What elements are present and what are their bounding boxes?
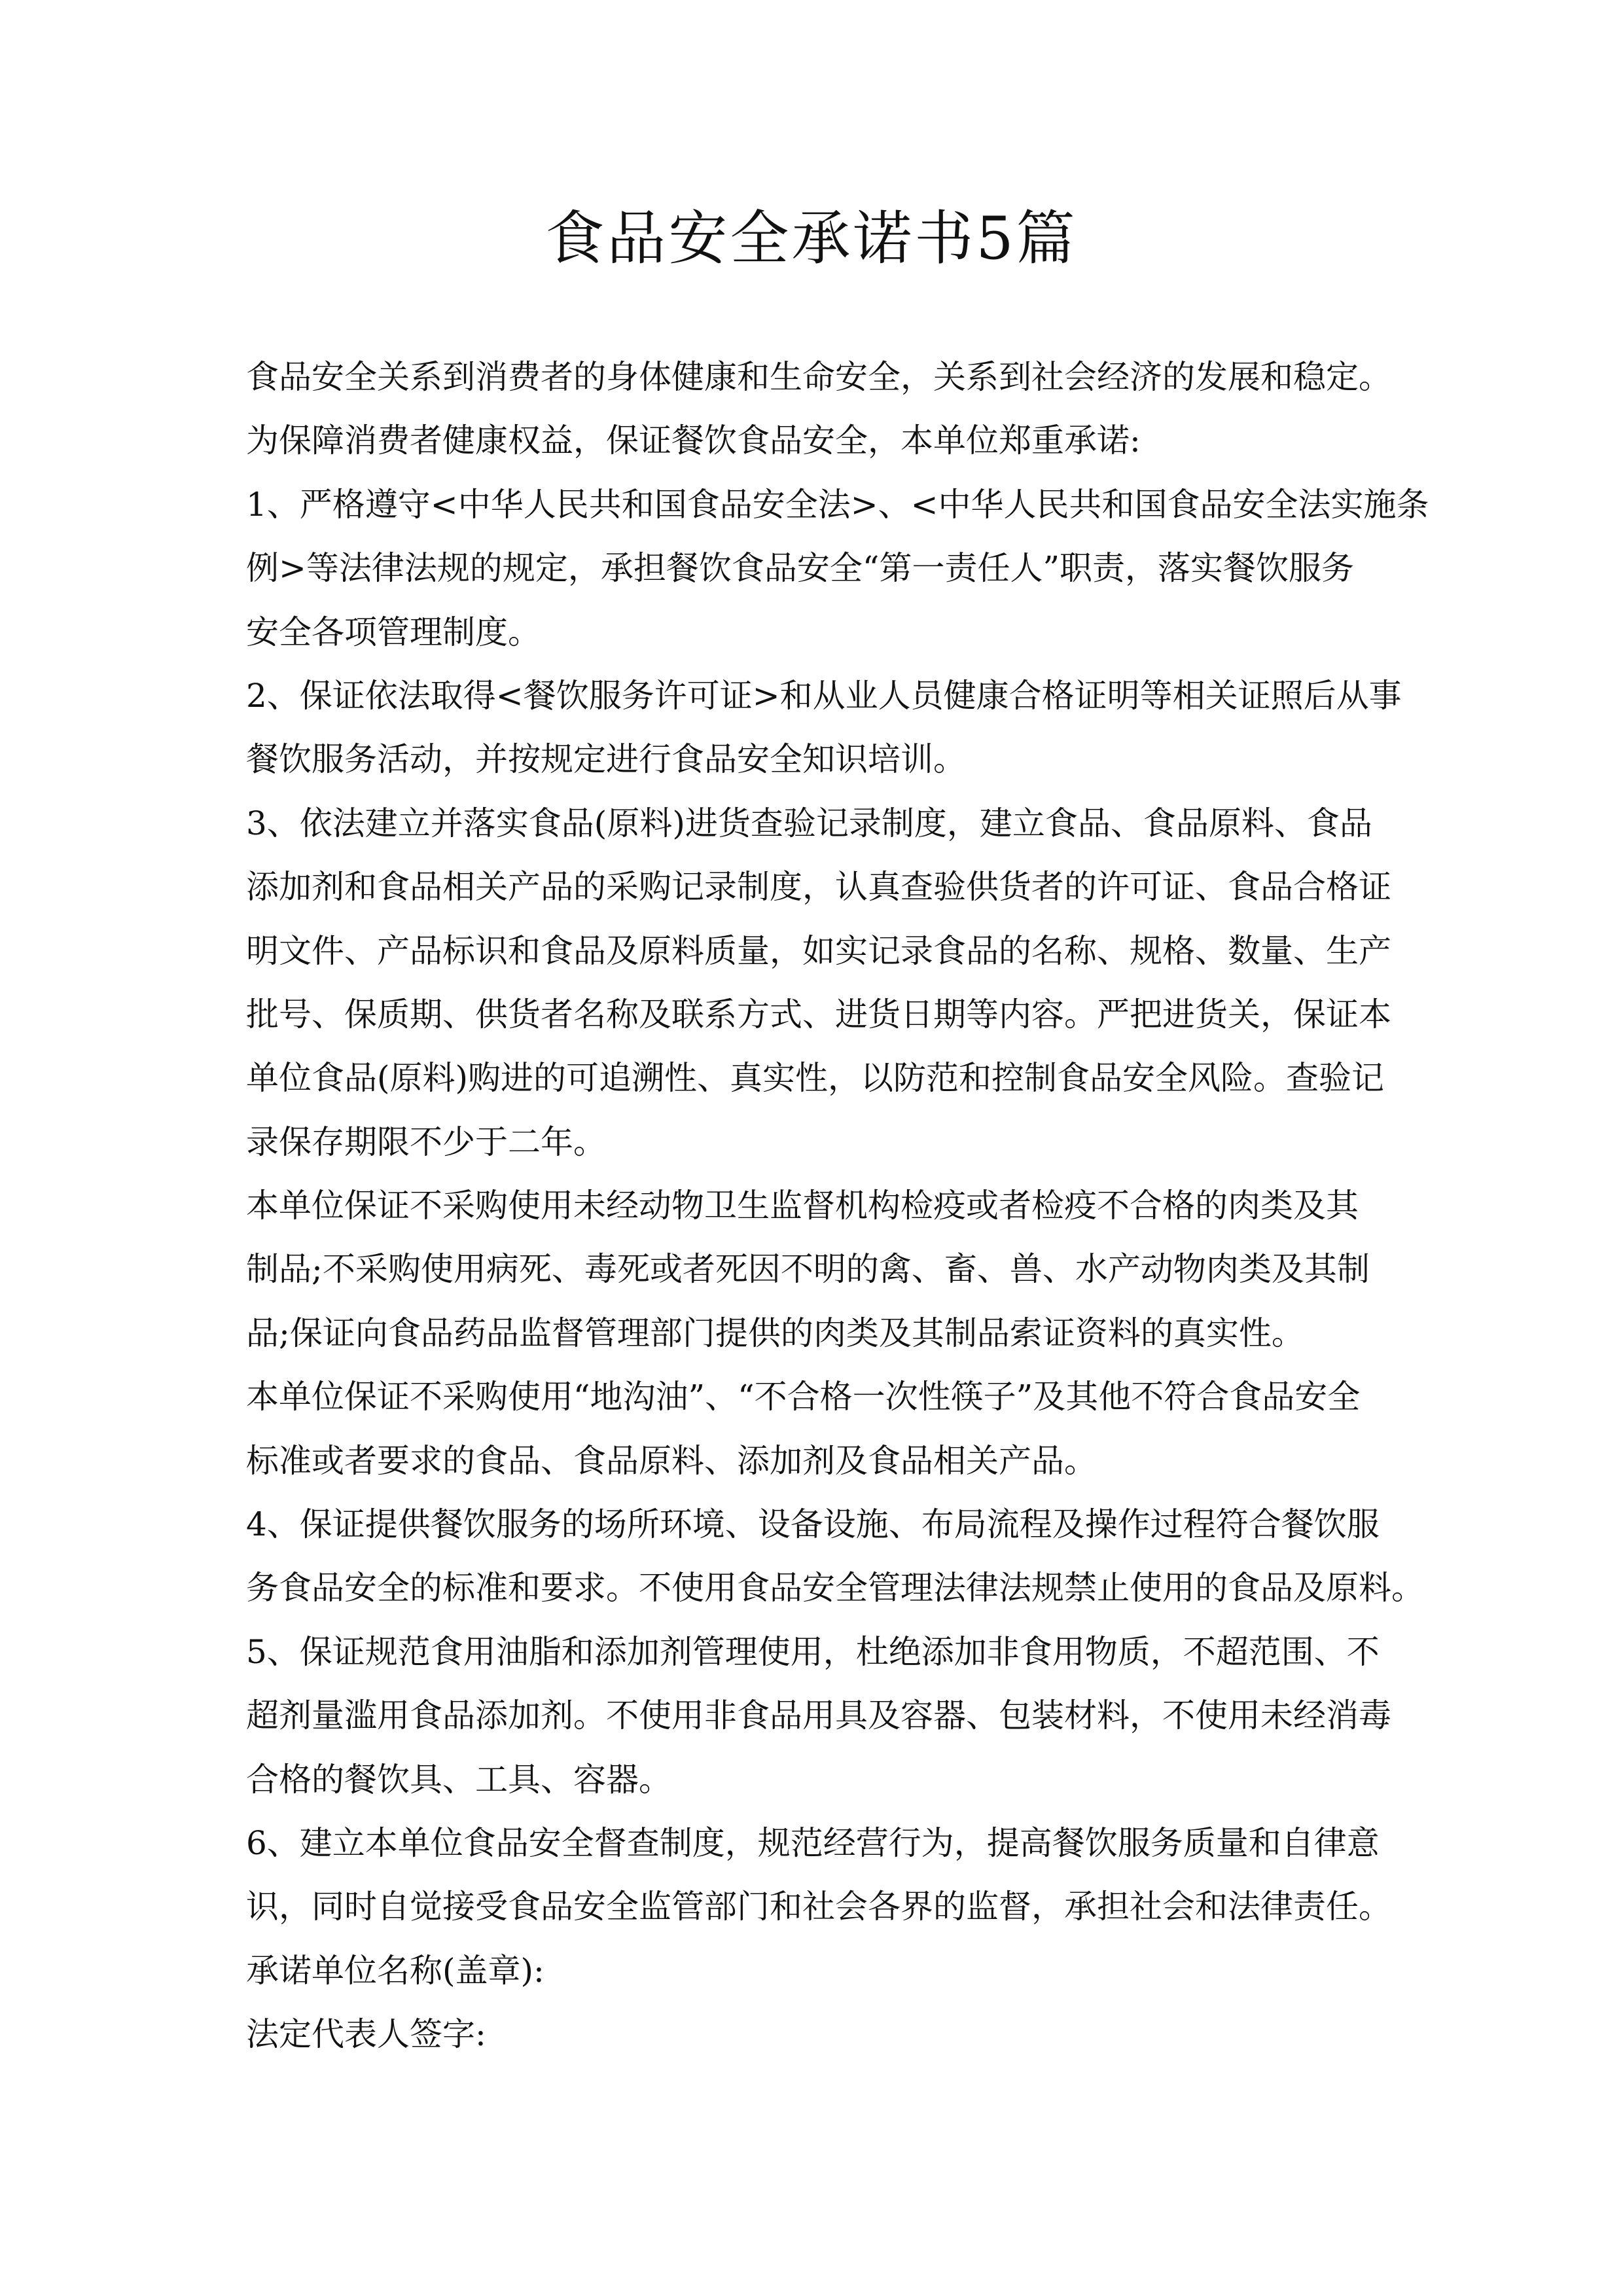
text-line: 4、保证提供餐饮服务的场所环境、设备设施、布局流程及操作过程符合餐饮服 — [246, 1505, 1380, 1544]
document-body — [246, 346, 1429, 2067]
text-line: 单位食品(原料)购进的可追溯性、真实性，以防范和控制食品安全风险。查验记 — [246, 1059, 1385, 1098]
document-title: 食品安全承诺书5篇 — [545, 204, 1078, 273]
text-line: 5、保证规范食用油脂和添加剂管理使用，杜绝添加非食用物质，不超范围、不 — [246, 1632, 1380, 1671]
text-line: 为保障消费者健康权益，保证餐饮食品安全，本单位郑重承诺: — [246, 422, 1141, 460]
text-line: 识，同时自觉接受食品安全监管部门和社会各界的监督，承担社会和法律责任。 — [246, 1888, 1391, 1926]
text-line: 明文件、产品标识和食品及原料质量，如实记录食品的名称、规格、数量、生产 — [246, 931, 1391, 970]
text-line: 6、建立本单位食品安全督查制度，规范经营行为，提高餐饮服务质量和自律意 — [246, 1823, 1380, 1862]
text-line: 录保存期限不少于二年。 — [246, 1122, 606, 1161]
text-line: 本单位保证不采购使用“地沟油”、“不合格一次性筷子”及其他不符合食品安全 — [246, 1378, 1361, 1416]
text-line: 制品;不采购使用病死、毒死或者死因不明的禽、畜、兽、水产动物肉类及其制 — [246, 1250, 1370, 1289]
text-line: 务食品安全的标准和要求。不使用食品安全管理法律法规禁止使用的食品及原料。 — [246, 1569, 1424, 1607]
text-line: 法定代表人签字: — [246, 2015, 486, 2054]
text-line: 承诺单位名称(盖章): — [246, 1951, 544, 1990]
text-line: 2、保证依法取得<餐饮服务许可证>和从业人员健康合格证明等相关证照后从事 — [246, 676, 1402, 715]
text-line: 例>等法律法规的规定，承担餐饮食品安全“第一责任人”职责，落实餐饮服务 — [246, 549, 1355, 588]
text-line: 安全各项管理制度。 — [246, 613, 541, 651]
text-line: 1、严格遵守<中华人民共和国食品安全法>、<中华人民共和国食品安全法实施条 — [246, 485, 1429, 524]
text-line: 食品安全关系到消费者的身体健康和生命安全，关系到社会经济的发展和稳定。 — [246, 358, 1391, 396]
text-line: 3、依法建立并落实食品(原料)进货查验记录制度，建立食品、食品原料、食品 — [246, 804, 1372, 842]
text-line: 批号、保质期、供货者名称及联系方式、进货日期等内容。严把进货关，保证本 — [246, 995, 1391, 1033]
text-line: 餐饮服务活动，并按规定进行食品安全知识培训。 — [246, 740, 966, 779]
text-line: 品;保证向食品药品监督管理部门提供的肉类及其制品索证资料的真实性。 — [246, 1314, 1304, 1352]
text-line: 合格的餐饮具、工具、容器。 — [246, 1760, 671, 1799]
text-line: 本单位保证不采购使用未经动物卫生监督机构检疫或者检疫不合格的肉类及其 — [246, 1187, 1359, 1225]
text-line: 添加剂和食品相关产品的采购记录制度，认真查验供货者的许可证、食品合格证 — [246, 868, 1391, 906]
text-line: 标准或者要求的食品、食品原料、添加剂及食品相关产品。 — [246, 1441, 1097, 1480]
text-line: 超剂量滥用食品添加剂。不使用非食品用具及容器、包装材料，不使用未经消毒 — [246, 1696, 1391, 1735]
